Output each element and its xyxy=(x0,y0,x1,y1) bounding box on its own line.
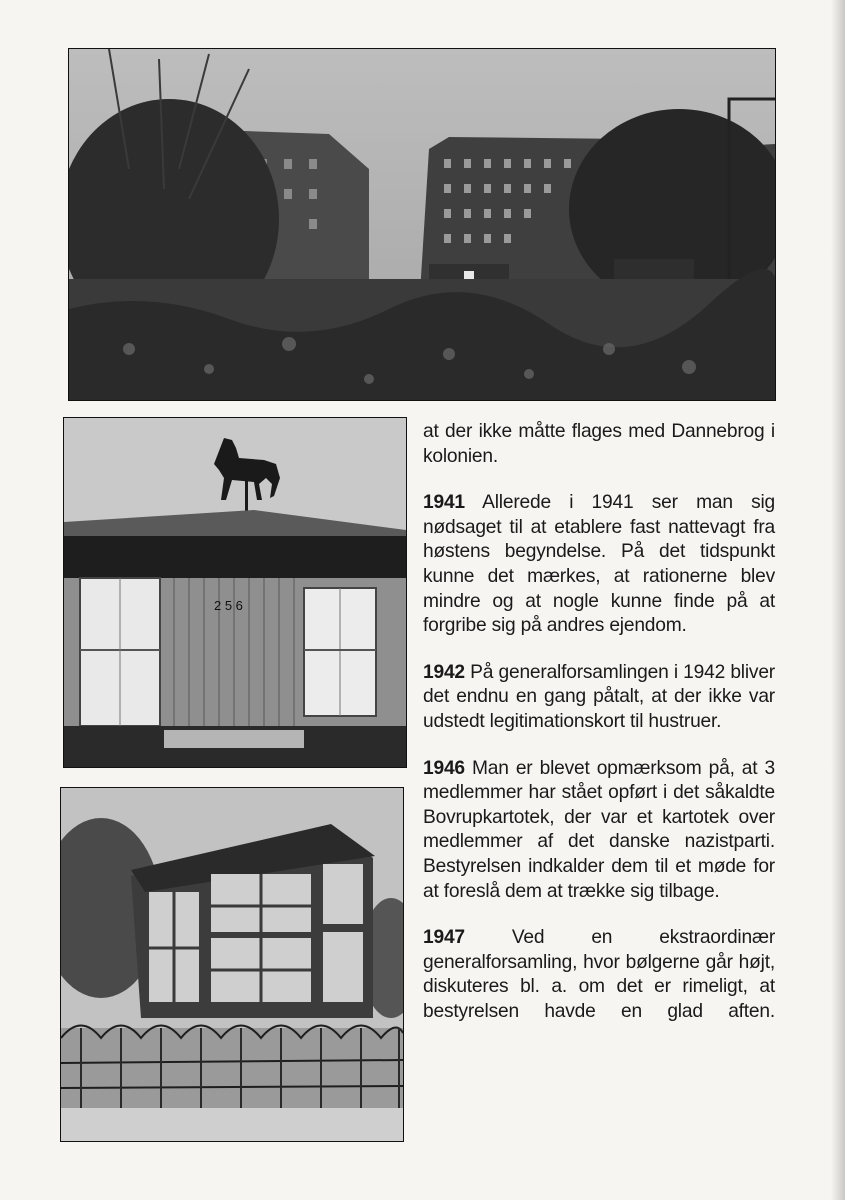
photo-greenhouse-shed xyxy=(60,787,404,1142)
entry-year: 1946 xyxy=(423,757,465,779)
entry-year: 1942 xyxy=(423,661,465,683)
photo-greenhouse-shed-image xyxy=(61,788,403,1141)
entry-1941 xyxy=(423,491,775,639)
text-column xyxy=(423,420,775,1046)
shed-number: 2 5 6 xyxy=(214,598,243,613)
entry-text: Ved en ekstraordinær generalforsamling, hvor bølgerne går højt, diskuteres bl. a. om det er rimeligt, at bestyrelsen havde en glad aften. xyxy=(423,927,776,1022)
photo-garden-shed xyxy=(63,417,407,768)
photo-allotment-gardens-image xyxy=(69,49,775,400)
photo-allotment-gardens xyxy=(68,48,776,401)
entry-text: Allerede i 1941 ser man sig nødsaget til at etablere fast nattevagt fra høstens begyndelse. På det tidspunkt kunne det mærkes, at rationerne blev mindre og at nogle kunne finde på at forgribe sig på andres ejendom. xyxy=(423,492,776,637)
entry-text: På generalforsamlingen i 1942 bliver det endnu en gang påtalt, at der ikke var udstedt legitimationskort til hustruer. xyxy=(423,661,775,732)
entry-text: Man er blevet opmærksom på, at 3 medlemmer har stået opført i det såkaldte Bovrupkartotek, der var et kartotek over medlemmer af det danske nazistparti. Bestyrelsen indkalder dem til et møde for at foreslå dem at trække sig tilbage. xyxy=(423,757,775,902)
intro-text: at der ikke måtte flages med Dannebrog i kolonien. xyxy=(423,421,775,467)
entry-1947 xyxy=(423,926,775,1024)
page-edge xyxy=(831,0,845,1200)
entry-1942 xyxy=(423,661,775,735)
photo-garden-shed-image xyxy=(64,418,406,767)
entry-year: 1941 xyxy=(423,492,465,514)
intro-paragraph xyxy=(423,420,775,469)
entry-year: 1947 xyxy=(423,927,465,949)
entry-1946 xyxy=(423,757,775,905)
